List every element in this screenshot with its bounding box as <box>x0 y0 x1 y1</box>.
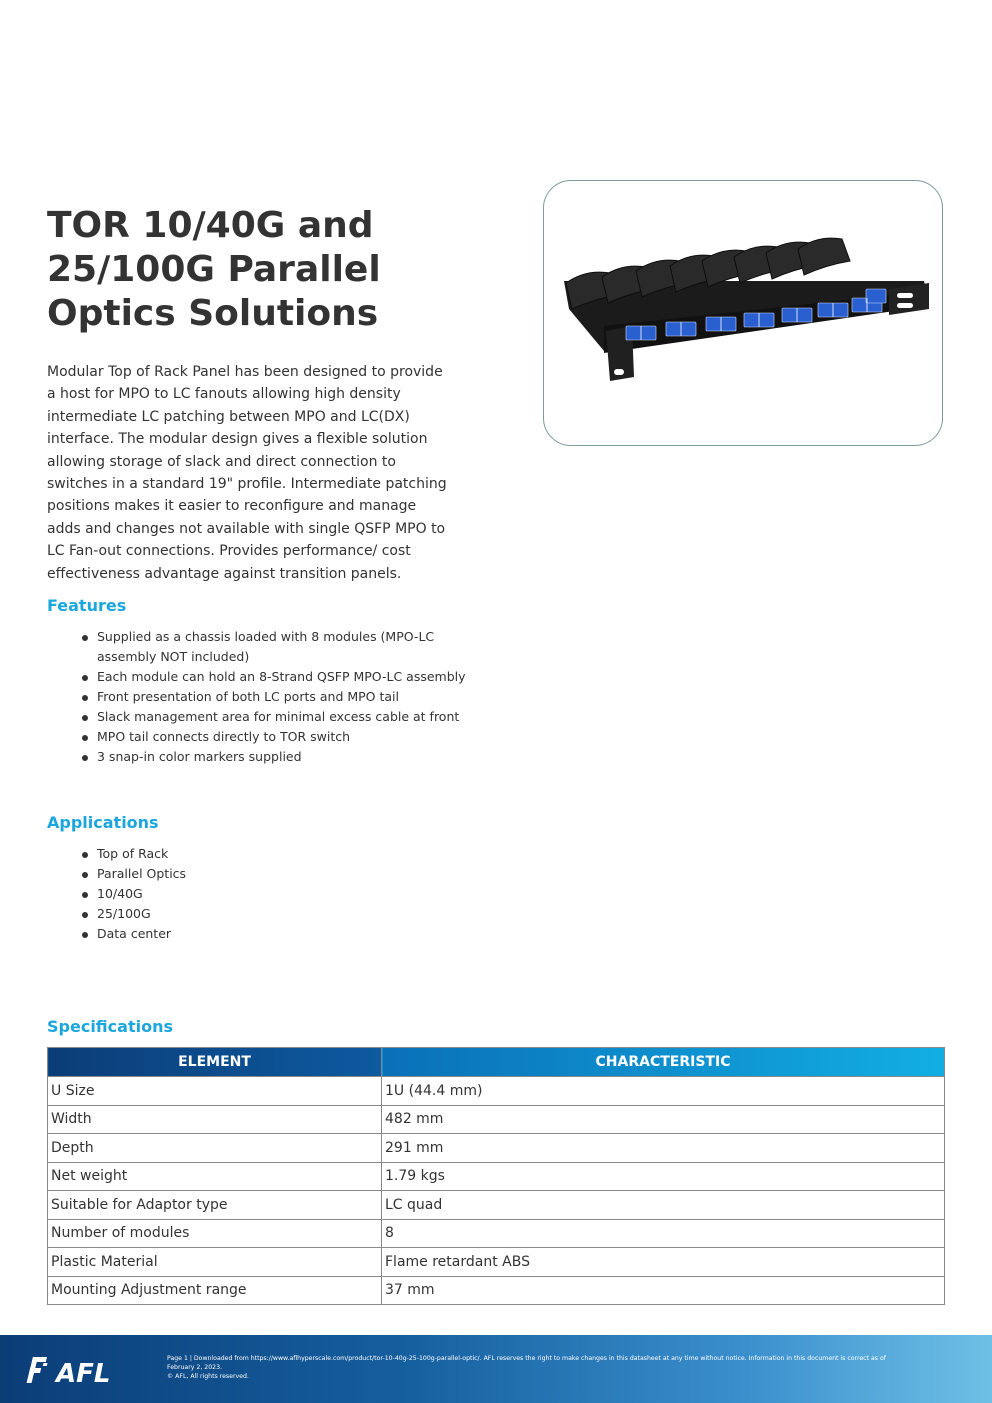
table-header-row <box>48 1048 945 1077</box>
table-row <box>48 1105 945 1134</box>
cell-element: Plastic Material <box>48 1248 382 1277</box>
table-row <box>48 1191 945 1220</box>
intro-paragraph: Modular Top of Rack Panel has been designed to provide a host for MPO to LC fanouts allowing high density intermediate LC patching between MPO and LC(DX) interface. The modular design gives a flexible solution allowing storage of slack and direct connection to switches in a standard 19" profile. Intermediate patching positions makes it easier to reconfigure and manage adds and changes not available with single QSFP MPO to LC Fan-out connections. Provides performance/ cost effectiveness advantage against transition panels. <box>47 364 447 582</box>
list-item: Slack management area for minimal excess cable at front <box>47 707 467 727</box>
cell-characteristic: 482 mm <box>382 1105 945 1134</box>
footer-line-2: February 2, 2023. <box>167 1364 222 1371</box>
cell-element: Width <box>48 1105 382 1134</box>
logo-text: AFL <box>56 1359 111 1387</box>
list-item: Supplied as a chassis loaded with 8 modules (MPO-LC assembly NOT included) <box>47 627 467 667</box>
cell-element: Depth <box>48 1134 382 1163</box>
list-item: Front presentation of both LC ports and MPO tail <box>47 687 467 707</box>
applications-list <box>47 844 467 944</box>
cell-element: Net weight <box>48 1162 382 1191</box>
column-header-characteristic: CHARACTERISTIC <box>382 1048 945 1077</box>
column-header-element: ELEMENT <box>48 1048 382 1077</box>
cell-characteristic: 8 <box>382 1219 945 1248</box>
footer-line-3: © AFL, All rights reserved. <box>167 1373 249 1380</box>
cell-characteristic: 37 mm <box>382 1276 945 1305</box>
list-item: 25/100G <box>47 904 467 924</box>
cell-element: Suitable for Adaptor type <box>48 1191 382 1220</box>
cell-characteristic: 1.79 kgs <box>382 1162 945 1191</box>
table-row <box>48 1134 945 1163</box>
cell-element: Mounting Adjustment range <box>48 1276 382 1305</box>
specifications-heading: Specifications <box>47 1017 173 1036</box>
features-heading: Features <box>47 596 127 615</box>
title-line-1: TOR 10/40G and <box>47 205 374 246</box>
applications-heading: Applications <box>47 813 159 832</box>
page-footer <box>0 1335 992 1403</box>
list-item: Each module can hold an 8-Strand QSFP MPO-LC assembly <box>47 667 467 687</box>
page-title <box>47 204 487 336</box>
list-item: Parallel Optics <box>47 864 467 884</box>
title-line-2: 25/100G Parallel <box>47 249 381 290</box>
list-item: 10/40G <box>47 884 467 904</box>
cell-characteristic: 291 mm <box>382 1134 945 1163</box>
specifications-table <box>47 1047 945 1305</box>
cell-characteristic: LC quad <box>382 1191 945 1220</box>
table-row <box>48 1162 945 1191</box>
cell-characteristic: 1U (44.4 mm) <box>382 1077 945 1106</box>
cell-characteristic: Flame retardant ABS <box>382 1248 945 1277</box>
rack-panel-image <box>544 181 942 445</box>
table-row <box>48 1248 945 1277</box>
list-item: MPO tail connects directly to TOR switch <box>47 727 467 747</box>
footer-text <box>167 1354 967 1381</box>
footer-line-1: Page 1 | Downloaded from https://www.aflhyperscale.com/product/tor-10-40g-25-100g-parallel-optic/. AFL reserves the right to make changes in this datasheet at any time without notice. Information in this document is correct as of <box>167 1355 886 1362</box>
features-list <box>47 627 467 767</box>
cell-element: U Size <box>48 1077 382 1106</box>
cell-element: Number of modules <box>48 1219 382 1248</box>
list-item: 3 snap-in color markers supplied <box>47 747 467 767</box>
list-item: Data center <box>47 924 467 944</box>
table-row <box>48 1219 945 1248</box>
product-image-frame <box>543 180 943 446</box>
list-item: Top of Rack <box>47 844 467 864</box>
title-line-3: Optics Solutions <box>47 293 379 334</box>
table-row <box>48 1077 945 1106</box>
table-row <box>48 1276 945 1305</box>
afl-logo <box>26 1353 126 1387</box>
